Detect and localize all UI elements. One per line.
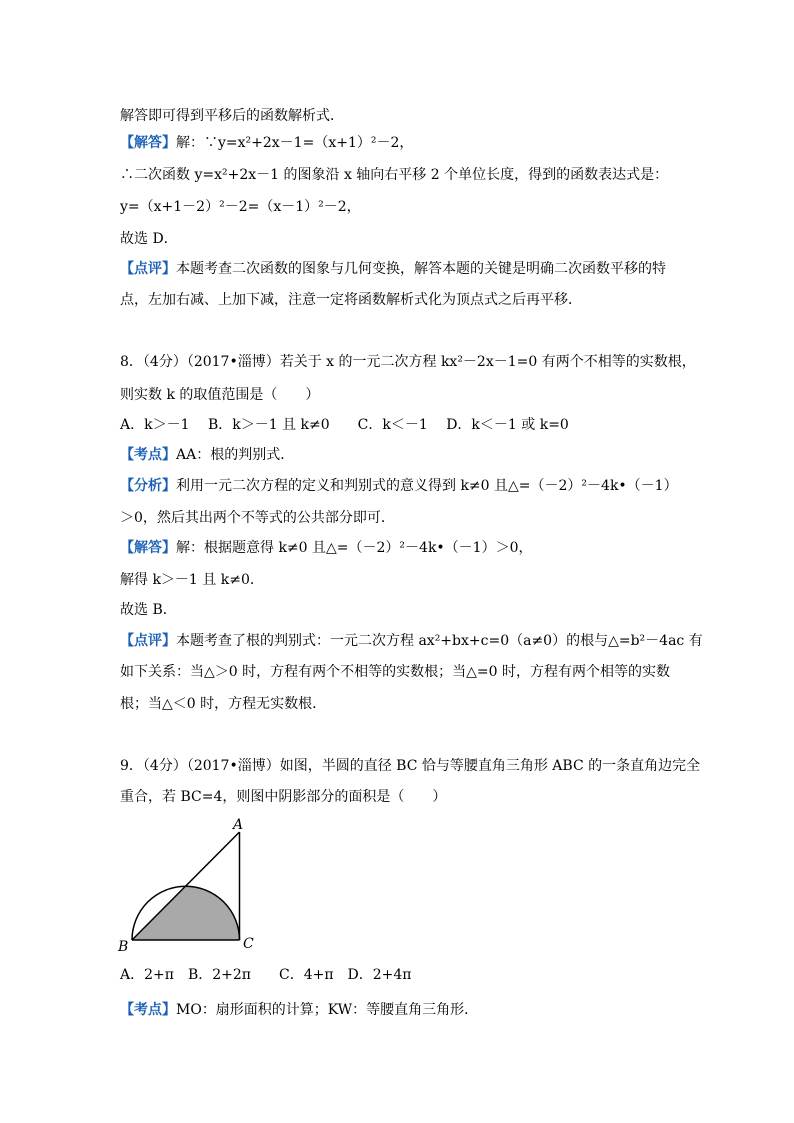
tag-point: 【考点】 bbox=[120, 447, 176, 463]
q8-line-1: 8．（4分）（2017•淄博）若关于 x 的一元二次方程 kx²－2x－1=0 有两个不相等的实数根， bbox=[120, 354, 696, 370]
tag-comment-2: 【点评】 bbox=[120, 633, 176, 649]
q8-point bbox=[120, 445, 294, 465]
tag-analysis: 【分析】 bbox=[120, 478, 176, 494]
tag-answer: 【解答】 bbox=[120, 135, 176, 151]
label-a: A bbox=[233, 817, 244, 833]
shaded-region bbox=[132, 886, 240, 940]
q8-line-2: 则实数 k 的取值范围是（ ） bbox=[120, 387, 320, 403]
q9-line-1: 9．（4分）（2017•淄博）如图，半圆的直径 BC 恰与等腰直角三角形 ABC 的一条直角边完全 bbox=[120, 758, 701, 774]
q8-answer bbox=[120, 538, 533, 558]
line-2 bbox=[120, 133, 413, 153]
line-3: ∴二次函数 y=x²+2x－1 的图象沿 x 轴向右平移 2 个单位长度，得到的函数表达式是： bbox=[120, 167, 669, 183]
q8-analysis bbox=[120, 476, 678, 496]
tag-comment: 【点评】 bbox=[120, 261, 176, 277]
q9-point bbox=[120, 1000, 478, 1020]
q9-point-text: MO：扇形面积的计算；KW：等腰直角三角形． bbox=[176, 1002, 479, 1018]
line-1: 解答即可得到平移后的函数解析式． bbox=[120, 108, 344, 124]
semicircle-triangle-figure bbox=[112, 816, 262, 956]
line-7: 点，左加右减、上加下减，注意一定将函数解析式化为顶点式之后再平移． bbox=[120, 292, 582, 308]
q8-answer-3: 故选 B． bbox=[120, 602, 177, 618]
tag-answer-2: 【解答】 bbox=[120, 540, 176, 556]
label-b: B bbox=[118, 939, 129, 955]
line-6 bbox=[120, 259, 666, 279]
q8-answer-text: 解：根据题意得 k≠0 且△=（－2）²－4k•（－1）＞0， bbox=[176, 540, 533, 556]
q9-options: A．2+π B．2+2π C．4+π D．2+4π bbox=[120, 967, 412, 983]
q8-comment bbox=[120, 631, 703, 651]
q8-analysis-cont: ＞0，然后其出两个不等式的公共部分即可． bbox=[120, 510, 395, 526]
tag-point-2: 【考点】 bbox=[120, 1002, 176, 1018]
line-2-text: 解：∵y=x²+2x－1=（x+1）²－2， bbox=[176, 135, 414, 151]
line-4: y=（x+1－2）²－2=（x－1）²－2， bbox=[120, 199, 361, 215]
q8-answer-2: 解得 k＞－1 且 k≠0． bbox=[120, 572, 264, 588]
q8-point-text: AA：根的判别式． bbox=[176, 447, 295, 463]
label-c: C bbox=[243, 936, 254, 952]
line-5: 故选 D． bbox=[120, 231, 178, 247]
q9-line-2: 重合，若 BC=4，则图中阴影部分的面积是（ ） bbox=[120, 789, 447, 805]
q8-comment-text: 本题考查了根的判别式：一元二次方程 ax²+bx+c=0（a≠0）的根与△=b²－4ac 有 bbox=[176, 633, 703, 649]
line-6-text: 本题考查二次函数的图象与几何变换，解答本题的关键是明确二次函数平移的特 bbox=[176, 261, 666, 277]
q8-comment-3: 根；当△＜0 时，方程无实数根． bbox=[120, 696, 327, 712]
q8-options: A．k＞－1 B．k＞－1 且 k≠0 C．k＜－1 D．k＜－1 或 k=0 bbox=[120, 417, 569, 433]
q8-analysis-text: 利用一元二次方程的定义和判别式的意义得到 k≠0 且△=（－2）²－4k•（－1） bbox=[176, 478, 678, 494]
q8-comment-2: 如下关系：当△＞0 时，方程有两个不相等的实数根；当△=0 时，方程有两个相等的实数 bbox=[120, 664, 670, 680]
